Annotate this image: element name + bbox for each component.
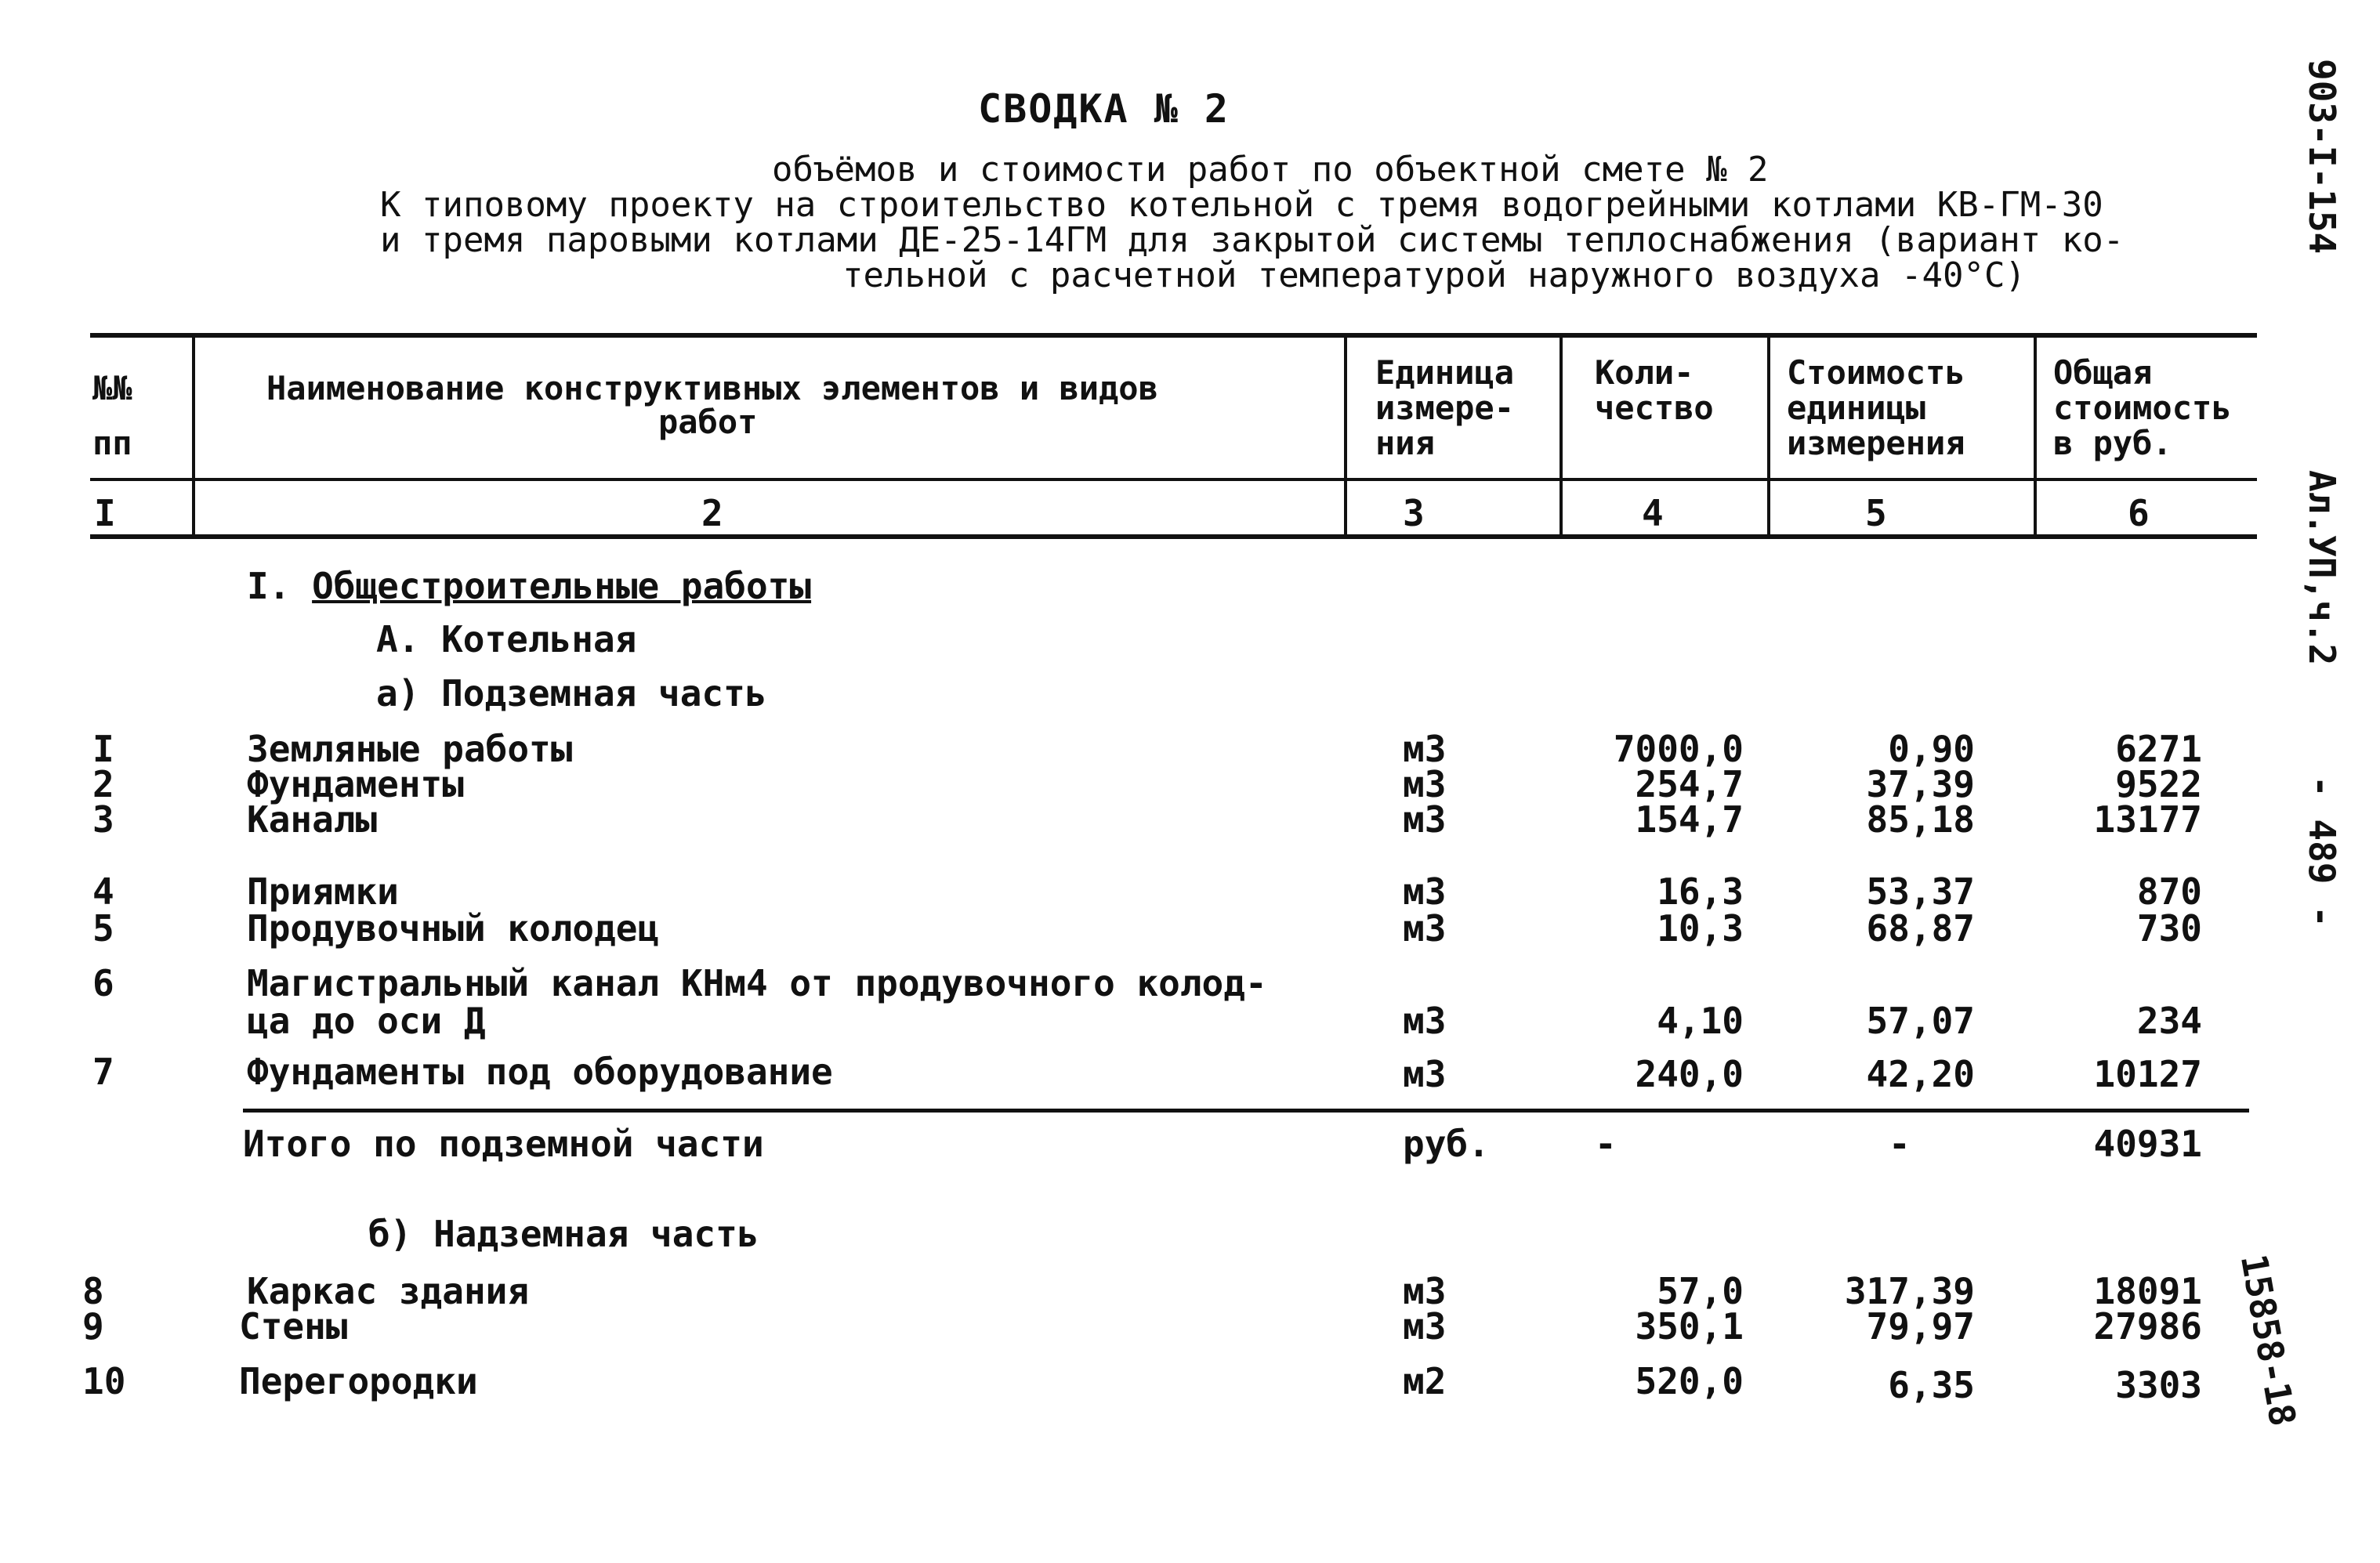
row-5-unit: м3 xyxy=(1403,907,1447,950)
row-6-total: 234 xyxy=(2136,1000,2202,1042)
side-inventory-text: 15858-18 xyxy=(2232,1250,2305,1430)
document-title: СВОДКА № 2 xyxy=(977,86,1230,132)
row-8-number: 8 xyxy=(82,1270,104,1312)
row-2-unit: м3 xyxy=(1403,763,1447,805)
row-5-price: 68,87 xyxy=(1866,907,1975,950)
section-general-construction xyxy=(247,565,812,607)
section-general-construction-title: Общестроительные работы xyxy=(312,565,812,607)
row-4-name: Приямки xyxy=(247,870,399,913)
row-9-total: 27986 xyxy=(2093,1305,2202,1348)
col-divider-5 xyxy=(2034,335,2037,537)
row-4-price: 53,37 xyxy=(1866,870,1975,913)
row-1-total: 6271 xyxy=(2115,728,2202,770)
row-7-unit: м3 xyxy=(1403,1053,1447,1095)
column-number-6: 6 xyxy=(2128,492,2150,534)
col-divider-3 xyxy=(1559,335,1563,537)
row-7-price: 42,20 xyxy=(1866,1053,1975,1095)
row-9-number: 9 xyxy=(82,1305,104,1348)
table-header-rule xyxy=(90,478,2257,481)
subtotal-price: - xyxy=(1889,1123,1911,1165)
subtitle-line-3: и тремя паровыми котлами ДЕ-25-14ГМ для закрытой системы теплоснабжения (вариант ко- xyxy=(380,220,2125,260)
row-6-name-cont: ца до оси Д xyxy=(247,1000,486,1042)
row-8-unit: м3 xyxy=(1403,1270,1447,1312)
row-3-unit: м3 xyxy=(1403,798,1447,841)
row-9-price: 79,97 xyxy=(1866,1305,1975,1348)
side-album-text: Ал.УП,ч.2 xyxy=(2301,470,2343,666)
header-col3-line1: Единица xyxy=(1375,353,1515,392)
row-3-total: 13177 xyxy=(2093,798,2202,841)
row-6-name: Магистральный канал КНм4 от продувочного колод- xyxy=(247,962,1267,1004)
header-col5-line2: единицы xyxy=(1787,389,1926,427)
section-above-ground-part: б) Надземная часть xyxy=(368,1213,759,1255)
row-5-qty: 10,3 xyxy=(1657,907,1744,950)
row-1-number: I xyxy=(92,728,114,770)
section-general-construction-prefix: I. xyxy=(247,565,313,607)
subtitle-line-4: тельной с расчетной температурой наружного воздуха -40°С) xyxy=(842,255,2026,295)
subtotal-rule xyxy=(243,1109,2249,1113)
row-7-number: 7 xyxy=(92,1051,114,1093)
section-underground-part: а) Подземная часть xyxy=(376,672,767,715)
row-8-qty: 57,0 xyxy=(1657,1270,1744,1312)
row-1-qty: 7000,0 xyxy=(1613,728,1744,770)
section-boiler-house: А. Котельная xyxy=(376,618,637,660)
header-col5-line1: Стоимость xyxy=(1787,353,1965,392)
header-col6-line3: в руб. xyxy=(2053,424,2172,462)
col-divider-2 xyxy=(1344,335,1347,537)
row-6-number: 6 xyxy=(92,962,114,1004)
header-col3-line2: измере- xyxy=(1375,389,1515,427)
column-number-5: 5 xyxy=(1865,492,1887,534)
row-2-price: 37,39 xyxy=(1866,763,1975,805)
row-10-number: 10 xyxy=(82,1360,126,1402)
row-3-price: 85,18 xyxy=(1866,798,1975,841)
row-10-name: Перегородки xyxy=(239,1360,478,1402)
row-4-unit: м3 xyxy=(1403,870,1447,913)
header-col3-line3: ния xyxy=(1375,424,1435,462)
header-col4-line1: Коли- xyxy=(1595,353,1694,392)
row-1-price: 0,90 xyxy=(1888,728,1975,770)
row-8-name: Каркас здания xyxy=(247,1270,530,1312)
row-6-unit: м3 xyxy=(1403,1000,1447,1042)
header-col5-line3: измерения xyxy=(1787,424,1965,462)
row-8-total: 18091 xyxy=(2093,1270,2202,1312)
header-col1-line1: №№ xyxy=(92,369,132,407)
row-4-number: 4 xyxy=(92,870,114,913)
row-1-unit: м3 xyxy=(1403,728,1447,770)
row-4-qty: 16,3 xyxy=(1657,870,1744,913)
header-col4-line2: чество xyxy=(1595,389,1714,427)
row-3-qty: 154,7 xyxy=(1635,798,1744,841)
row-5-total: 730 xyxy=(2136,907,2202,950)
row-5-number: 5 xyxy=(92,907,114,950)
row-2-total: 9522 xyxy=(2115,763,2202,805)
column-number-3: 3 xyxy=(1403,492,1425,534)
header-col6-line1: Общая xyxy=(2053,353,2153,392)
subtitle-line-1: объёмов и стоимости работ по объектной смете № 2 xyxy=(772,150,1769,190)
row-3-name: Каналы xyxy=(247,798,378,841)
row-7-total: 10127 xyxy=(2093,1053,2202,1095)
row-7-name: Фундаменты под оборудование xyxy=(247,1051,833,1093)
subtitle-line-2: К типовому проекту на строительство котельной с тремя водогрейными котлами КВ-ГМ-30 xyxy=(380,185,2103,225)
row-2-number: 2 xyxy=(92,763,114,805)
row-6-price: 57,07 xyxy=(1866,1000,1975,1042)
column-number-1: I xyxy=(94,492,116,534)
subtotal-label: Итого по подземной части xyxy=(243,1123,764,1165)
row-9-name: Стены xyxy=(239,1305,348,1348)
subtotal-qty: - xyxy=(1595,1123,1617,1165)
row-10-total: 3303 xyxy=(2115,1364,2202,1406)
side-page-number-text: - 489 - xyxy=(2301,776,2343,928)
header-col2-line1: Наименование конструктивных элементов и видов xyxy=(266,369,1158,407)
header-col2-line2: работ xyxy=(658,403,758,441)
subtotal-total: 40931 xyxy=(2093,1123,2202,1165)
row-7-qty: 240,0 xyxy=(1635,1053,1744,1095)
row-10-qty: 520,0 xyxy=(1635,1360,1744,1402)
table-top-rule xyxy=(90,333,2257,338)
header-col6-line2: стоимость xyxy=(2053,389,2232,427)
col-divider-4 xyxy=(1767,335,1770,537)
row-10-unit: м2 xyxy=(1403,1360,1447,1402)
row-2-name: Фундаменты xyxy=(247,763,464,805)
subtotal-unit: руб. xyxy=(1403,1123,1490,1165)
row-10-price: 6,35 xyxy=(1888,1364,1975,1406)
row-5-name: Продувочный колодец xyxy=(247,907,660,950)
row-2-qty: 254,7 xyxy=(1635,763,1744,805)
side-doc-code-text: 903-I-154 xyxy=(2301,59,2343,255)
column-number-4: 4 xyxy=(1642,492,1664,534)
column-number-2: 2 xyxy=(701,492,723,534)
row-4-total: 870 xyxy=(2136,870,2202,913)
row-8-price: 317,39 xyxy=(1844,1270,1975,1312)
row-3-number: 3 xyxy=(92,798,114,841)
row-6-qty: 4,10 xyxy=(1657,1000,1744,1042)
row-9-unit: м3 xyxy=(1403,1305,1447,1348)
col-divider-1 xyxy=(192,335,195,537)
table-colnum-rule xyxy=(90,534,2257,539)
row-1-name: Земляные работы xyxy=(247,728,573,770)
header-col1-line2: пп xyxy=(92,424,132,462)
row-9-qty: 350,1 xyxy=(1635,1305,1744,1348)
